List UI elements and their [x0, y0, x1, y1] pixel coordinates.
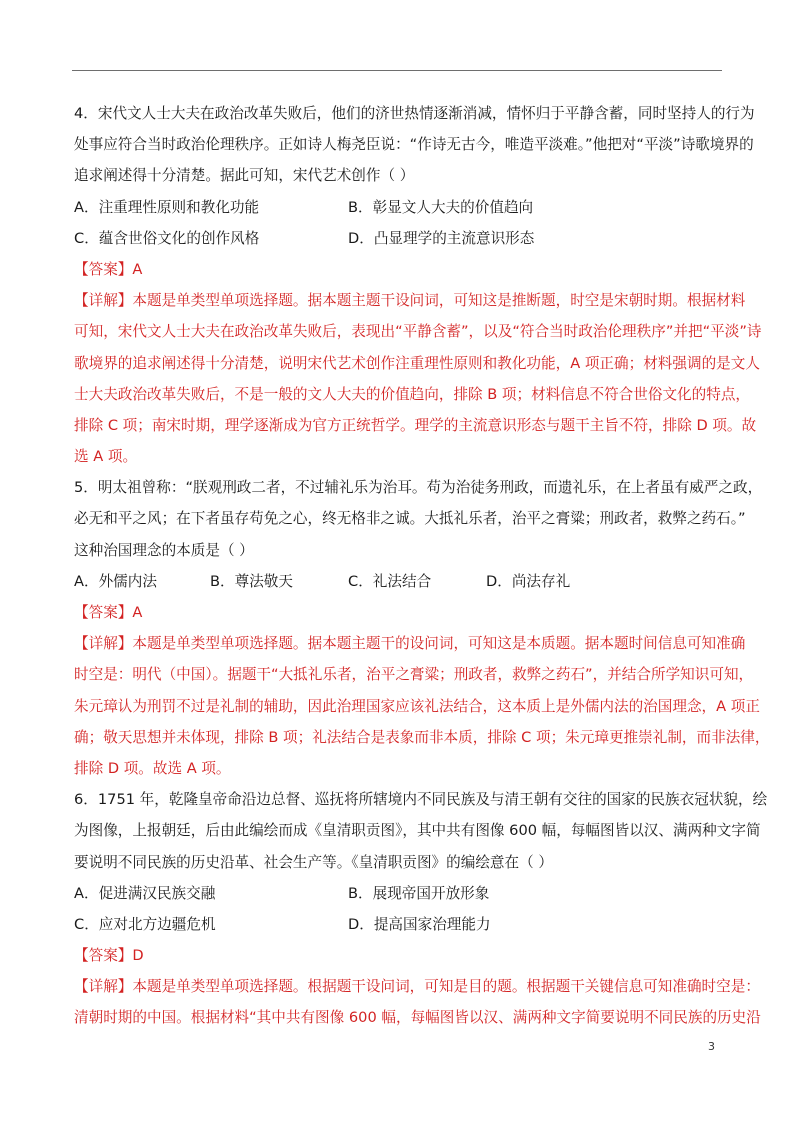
question-4-explain-line-1 — [74, 285, 746, 316]
question-6-options-row-1 — [74, 878, 726, 909]
answer-value: A — [132, 604, 143, 621]
explain-text: 本题是单类型单项选择题。根据题干设问词，可知是目的题。根据题干关键信息可知准确时空是： — [132, 978, 760, 996]
question-4-stem-line-3: 追求阐述得十分清楚。据此可知，宋代艺术创作（ ） — [74, 167, 415, 185]
page-content — [74, 98, 770, 1034]
question-5-explain-line-5: 排除 D 项。故选 A 项。 — [74, 759, 231, 777]
question-5-options-row — [74, 566, 726, 597]
explain-tag: 【详解】 — [74, 292, 133, 310]
question-4-options-row-1 — [74, 192, 726, 223]
question-5-answer — [74, 597, 726, 628]
question-5 — [74, 472, 770, 784]
question-5-explain-line-1 — [74, 628, 746, 659]
question-5-explain-line-4: 确；敬天思想并未体现，排除 B 项；礼法结合是表象而非本质，排除 C 项；朱元璋更推崇礼制，而非法律， — [74, 728, 770, 746]
question-5-option-b: B．尊法敬天 — [210, 572, 293, 590]
answer-tag: 【答案】 — [74, 260, 133, 278]
question-4-option-d: D．凸显理学的主流意识形态 — [348, 229, 535, 247]
question-5-option-c: C．礼法结合 — [348, 572, 432, 590]
question-6-answer — [74, 940, 726, 971]
question-6-explain-line-2: 清朝时期的中国。根据材料“其中共有图像 600 幅，每幅图皆以汉、满两种文字简要说明不同民族的历史沿 — [74, 1009, 761, 1027]
question-4-explain-line-3: 歌境界的追求阐述得十分清楚，说明宋代艺术创作注重理性原则和教化功能，A 项正确；材料强调的是文人 — [74, 354, 760, 372]
question-4-answer — [74, 254, 726, 285]
explain-tag: 【详解】 — [74, 978, 133, 996]
explain-tag: 【详解】 — [74, 635, 133, 653]
question-6 — [74, 784, 768, 1034]
question-5-stem-line-1: 5．明太祖曾称：“朕观刑政二者，不过辅礼乐为治耳。苟为治徒务刑政，而遗礼乐，在上者虽有威严之政， — [74, 479, 763, 497]
answer-tag: 【答案】 — [74, 947, 133, 965]
question-6-option-d: D．提高国家治理能力 — [348, 915, 491, 933]
question-6-option-c: C．应对北方边疆危机 — [74, 915, 216, 933]
question-6-stem-line-1: 6．1751 年，乾隆皇帝命沿边总督、巡抚将所辖境内不同民族及与清王朝有交往的国家的民族衣冠状貌，绘 — [74, 791, 768, 809]
question-4-options-row-2 — [74, 223, 726, 254]
answer-tag: 【答案】 — [74, 604, 133, 621]
question-6-option-a: A．促进满汉民族交融 — [74, 884, 216, 902]
question-5-explain-line-2: 时空是：明代（中国）。据题干“大抵礼乐者，治平之膏粱；刑政者，救弊之药石”，并结合所学知识可知， — [74, 666, 754, 684]
question-5-explain-line-3: 朱元璋认为刑罚不过是礼制的辅助，因此治理国家应该礼法结合，这本质上是外儒内法的治国理念，A 项正 — [74, 697, 760, 715]
explain-text: 本题是单类型单项选择题。据本题主题干设问词，可知这是推断题，时空是宋朝时期。根据材料 — [132, 292, 746, 310]
question-4-stem-line-1: 4．宋代文人士大夫在政治改革失败后，他们的济世热情逐渐消减，情怀归于平静含蓄，同时坚持人的行为 — [74, 105, 755, 122]
question-6-options-row-2 — [74, 909, 726, 940]
question-4-stem-line-2: 处事应符合当时政治伦理秩序。正如诗人梅尧臣说：“作诗无古今，唯造平淡难。”他把对“平淡”诗歌境界的 — [74, 136, 754, 154]
answer-value: A — [132, 260, 143, 278]
page-number: 3 — [708, 1040, 715, 1053]
question-6-explain-line-1 — [74, 971, 760, 1002]
question-4-explain-line-4: 士大夫政治改革失败后，不是一般的文人大夫的价值趋向，排除 B 项；材料信息不符合世俗文化的特点， — [74, 385, 751, 403]
question-5-option-a: A．外儒内法 — [74, 572, 157, 590]
question-6-stem-line-3: 要说明不同民族的历史沿革、社会生产等。《皇清职贡图》的编绘意在（ ） — [74, 853, 553, 871]
question-5-stem-line-3: 这种治国理念的本质是（ ） — [74, 541, 254, 559]
question-6-stem-line-2: 为图像，上报朝廷，后由此编绘而成《皇清职贡图》，其中共有图像 600 幅，每幅图皆以汉、满两种文字简 — [74, 822, 761, 840]
question-5-stem-line-2: 必无和平之风；在下者虽存苟免之心，终无格非之诚。大抵礼乐者，治平之膏粱；刑政者，救弊之药石。” — [74, 510, 746, 528]
explain-text: 本题是单类型单项选择题。据本题主题干的设问词，可知这是本质题。据本题时间信息可知准确 — [132, 635, 746, 653]
question-4-explain-line-5: 排除 C 项；南宋时期，理学逐渐成为官方正统哲学。理学的主流意识形态与题干主旨不符，排除 D 项。故 — [74, 416, 757, 434]
question-4-explain-line-6: 选 A 项。 — [74, 448, 138, 466]
question-4 — [74, 98, 762, 472]
question-4-option-a: A．注重理性原则和教化功能 — [74, 198, 260, 216]
answer-value: D — [132, 947, 144, 965]
header-rule — [72, 70, 722, 71]
question-6-option-b: B．展现帝国开放形象 — [348, 884, 490, 902]
question-4-option-b: B．彰显文人大夫的价值趋向 — [348, 198, 534, 216]
question-5-option-d: D．尚法存礼 — [486, 572, 571, 590]
question-4-explain-line-2: 可知，宋代文人士大夫在政治改革失败后，表现出“平静含蓄”，以及“符合当时政治伦理秩序”并把“平淡”诗 — [74, 323, 762, 341]
question-4-option-c: C．蕴含世俗文化的创作风格 — [74, 229, 260, 247]
